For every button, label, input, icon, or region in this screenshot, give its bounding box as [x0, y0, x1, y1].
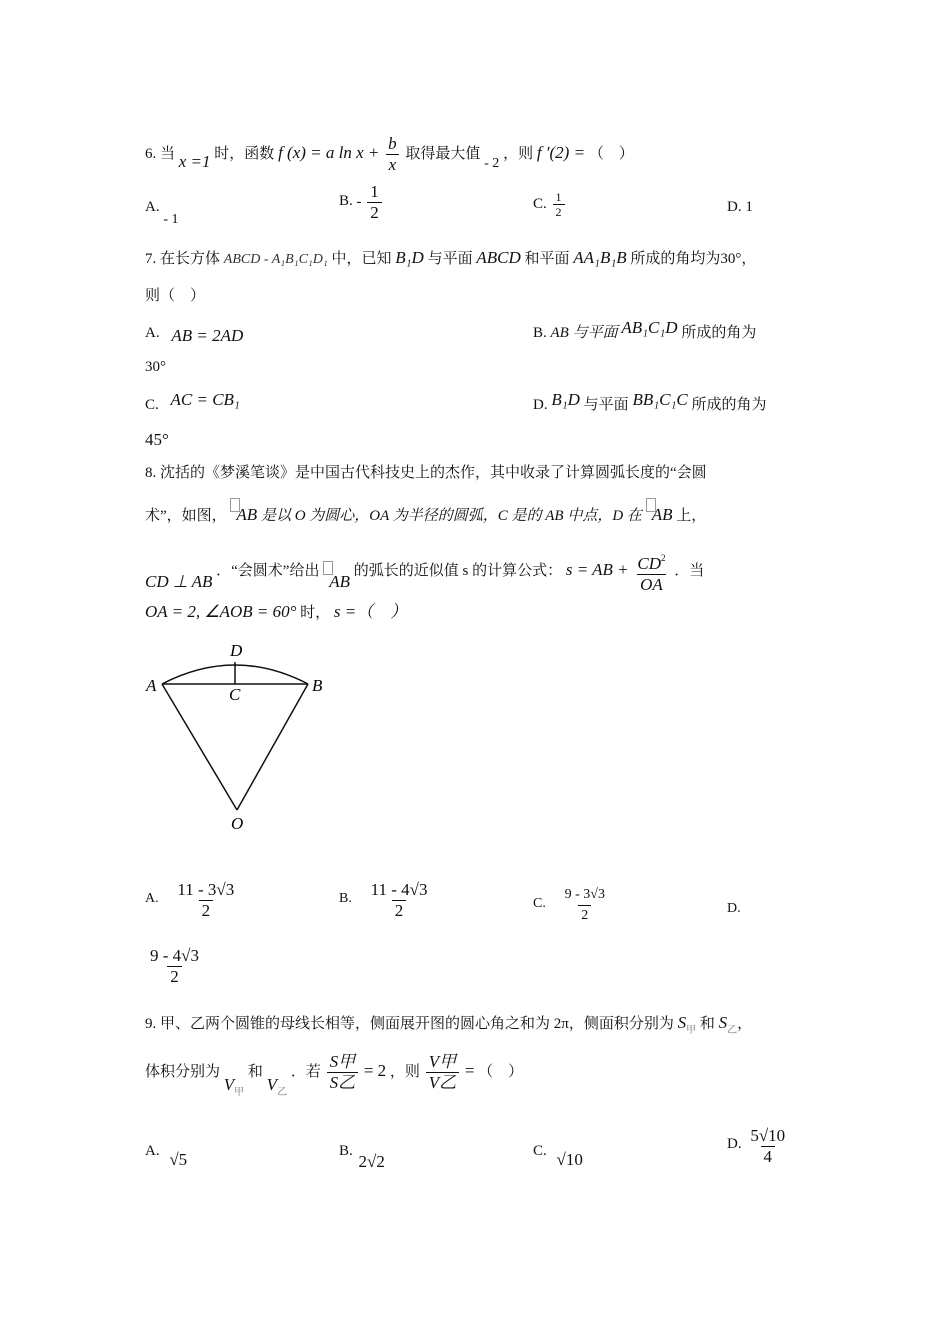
q8-text6: ．当 — [674, 562, 705, 579]
option-label: C. — [533, 195, 547, 212]
q8-option-b[interactable] — [339, 880, 432, 921]
frac-num: S甲 — [329, 1052, 356, 1071]
frac-num: 9 - 4√3 — [150, 946, 199, 965]
frac-num: 11 - 4√3 — [370, 880, 428, 899]
point-a-label: A — [146, 676, 157, 695]
q7-solid: ABCD - A₁B₁C₁D₁ — [223, 252, 328, 267]
option-plane: AB₁C₁D — [621, 318, 678, 337]
q6-option-c[interactable] — [533, 190, 567, 219]
q7-option-b[interactable] — [533, 318, 757, 343]
q9-s2-sub: 乙 — [727, 1025, 738, 1036]
option-value: 1 — [745, 199, 753, 215]
q8-option-d-label[interactable] — [727, 898, 741, 919]
frac-num-text: CD — [637, 554, 661, 573]
q8-text3: 上， — [676, 508, 707, 524]
option-value: √5 — [169, 1150, 188, 1169]
frac-den: 2 — [199, 900, 214, 921]
q7-text3: 和平面 — [524, 251, 570, 267]
frac-num — [634, 548, 668, 574]
option-label: B. — [339, 192, 353, 209]
q8-formula: s = AB + — [565, 559, 629, 579]
q9-ask — [426, 1052, 459, 1093]
frac-num: 11 - 3√3 — [177, 880, 235, 899]
q7-option-b-angle: 30° — [145, 359, 166, 375]
option-fraction — [367, 182, 382, 223]
option-label: D. — [727, 901, 741, 916]
frac-num: 1 — [555, 190, 562, 204]
segment-oa — [162, 684, 237, 810]
option-text: 与平面 — [583, 397, 629, 413]
q7-text4: 所成的角均为30°， — [630, 251, 757, 267]
frac-num: 9 - 3√3 — [564, 887, 605, 902]
q9-ratio — [327, 1052, 359, 1093]
frac-den: 2 — [167, 966, 182, 987]
q8-ask: s =（ ） — [333, 602, 408, 621]
q6-option-a[interactable] — [145, 197, 179, 227]
q6-max-value: - 2 — [484, 155, 500, 171]
option-value: AB = 2AD — [171, 326, 244, 345]
q9-v1-sub: 甲 — [234, 1086, 245, 1098]
frac-den: V乙 — [426, 1072, 459, 1093]
q8-option-d[interactable] — [145, 946, 204, 987]
q7-plane2: AA₁B₁B — [573, 248, 627, 267]
q9-stem-2 — [145, 1052, 524, 1098]
q6-stem — [145, 134, 634, 175]
frac-den: 2 — [553, 204, 565, 219]
point-b-label: B — [312, 676, 323, 695]
option-text2: 所成的角为 — [691, 397, 767, 413]
q9-v2: V — [266, 1074, 278, 1094]
option-fraction — [147, 946, 202, 987]
q8-stem-1: 8. 沈括的《梦溪笔谈》是中国古代科技史上的杰作，其中收录了计算圆弧长度的“会圆 — [145, 465, 707, 481]
q9-text4: ，则 — [389, 1063, 420, 1080]
q9-ratio-value: = 2 — [363, 1060, 387, 1080]
option-label: B. — [339, 1143, 353, 1159]
option-fraction — [553, 190, 565, 219]
q9-s1: S — [677, 1013, 687, 1032]
q6-option-d[interactable] — [727, 197, 753, 217]
q9-s1-sub: 甲 — [686, 1025, 697, 1036]
option-label: D. — [533, 397, 548, 413]
q6-number: 6. 当 — [145, 145, 176, 162]
q6-paren: （ ） — [588, 145, 634, 162]
q9-text2: 体积分别为 — [145, 1063, 221, 1080]
option-sign: - — [356, 193, 362, 210]
option-label: C. — [145, 397, 159, 413]
q8-option-c[interactable] — [533, 885, 610, 926]
frac-den: 2 — [392, 900, 407, 921]
q6-frac-den: x — [386, 154, 400, 175]
q8-text2: 是以 O 为圆心，OA 为半径的圆弧，C 是的 AB 中点，D 在 — [260, 508, 642, 524]
q7-line: B₁D — [395, 248, 424, 267]
frac-den: OA — [637, 574, 666, 595]
q7-stem — [145, 248, 756, 270]
frac-num: 5√10 — [750, 1126, 786, 1145]
option-fraction — [747, 1126, 788, 1167]
q6-option-b[interactable] — [339, 182, 384, 223]
point-o-label: O — [231, 814, 244, 833]
q8-formula-fraction — [634, 548, 668, 595]
q9-option-c[interactable] — [533, 1140, 583, 1169]
q6-condition: x =1 — [178, 151, 211, 171]
q9-ask-eq: = — [464, 1060, 475, 1080]
option-fraction — [174, 880, 237, 921]
q8-perp: CD ⊥ AB — [145, 571, 213, 591]
option-text2: 所成的角为 — [681, 325, 757, 341]
q7-plane1: ABCD — [476, 248, 521, 267]
option-label: B. — [339, 890, 352, 906]
q8-given: OA = 2, ∠AOB = 60° — [145, 602, 297, 621]
q9-v1: V — [223, 1074, 235, 1094]
q9-and2: 和 — [247, 1063, 263, 1080]
q9-stem-1 — [145, 1013, 752, 1041]
q8-text5: 的弧长的近似值 s 的计算公式： — [353, 562, 563, 579]
option-plane: BB₁C₁C — [632, 390, 688, 409]
q8-arc-3: AB — [329, 571, 350, 591]
point-d-label: D — [230, 641, 243, 660]
q9-s2: S — [718, 1013, 728, 1032]
option-label: C. — [533, 1143, 547, 1159]
q7-number: 7. 在长方体 — [145, 251, 221, 267]
q6-text2: 取得最大值 — [405, 145, 481, 162]
option-label: D. — [727, 199, 742, 215]
option-label: A. — [145, 199, 160, 215]
option-label: B. — [533, 325, 547, 341]
q9-comma: ， — [737, 1016, 753, 1032]
segment-ob — [237, 684, 308, 810]
option-value: √10 — [556, 1150, 583, 1169]
q6-text: 时，函数 — [214, 145, 275, 162]
q9-v2-sub: 乙 — [277, 1086, 288, 1098]
option-fraction — [562, 885, 608, 926]
option-label: A. — [145, 1143, 160, 1159]
q7-option-d-angle: 45° — [145, 430, 169, 449]
option-fraction — [368, 880, 431, 921]
q8-stem-2 — [145, 498, 706, 526]
option-line: B₁D — [551, 390, 580, 409]
option-label: A. — [145, 325, 160, 341]
q8-text: 术”，如图， — [145, 508, 227, 524]
q9-v1-wrap — [223, 1074, 245, 1098]
q8-option-a[interactable] — [145, 880, 239, 921]
q8-arc-2: AB — [651, 505, 673, 524]
option-text: AB 与平面 — [550, 325, 618, 341]
option-value: AC = CB₁ — [170, 390, 240, 409]
option-label: C. — [533, 895, 546, 911]
q8-figure — [140, 640, 340, 840]
q7-option-a[interactable] — [145, 322, 243, 343]
q6-text3: ，则 — [503, 145, 534, 162]
option-label: D. — [727, 1135, 742, 1152]
q9-option-a[interactable] — [145, 1140, 188, 1169]
frac-den: S乙 — [327, 1072, 359, 1093]
frac-den: 2 — [578, 905, 591, 926]
q9-v2-wrap — [266, 1074, 288, 1098]
q7-text2: 与平面 — [427, 251, 473, 267]
q9-text3: ．若 — [290, 1063, 321, 1080]
q8-text4: ．“会圆术”给出 — [216, 562, 320, 579]
frac-num: V甲 — [428, 1052, 457, 1071]
q7-option-d[interactable] — [533, 390, 767, 415]
frac-num: 1 — [370, 182, 379, 201]
q9-option-b[interactable] — [339, 1140, 385, 1171]
q6-function: f (x) = a ln x + — [278, 142, 380, 162]
q8-stem-3 — [145, 548, 704, 595]
q9-option-d[interactable] — [727, 1126, 790, 1167]
frac-den: 4 — [761, 1146, 776, 1167]
option-value: - 1 — [163, 212, 179, 227]
q8-arc: AB — [236, 505, 258, 524]
q8-text7: 时， — [300, 605, 331, 621]
q7-option-c[interactable] — [145, 390, 240, 415]
q6-derivative: f ′(2) = — [536, 142, 586, 162]
q7-stem-2: 则（ ） — [145, 288, 206, 304]
q9-text: 9. 甲、乙两个圆锥的母线长相等，侧面展开图的圆心角之和为 2π，侧面积分别为 — [145, 1016, 674, 1032]
frac-den: 2 — [367, 202, 382, 223]
q7-text: 中，已知 — [331, 251, 392, 267]
q8-stem-4 — [145, 602, 407, 623]
q6-frac-num: b — [388, 134, 397, 153]
option-label: A. — [145, 890, 159, 906]
q9-paren: （ ） — [478, 1063, 524, 1080]
q6-fraction — [385, 134, 400, 175]
q9-and: 和 — [699, 1016, 715, 1032]
point-c-label: C — [229, 685, 241, 704]
frac-num-sup: 2 — [661, 553, 666, 563]
option-value: 2√2 — [358, 1152, 385, 1171]
